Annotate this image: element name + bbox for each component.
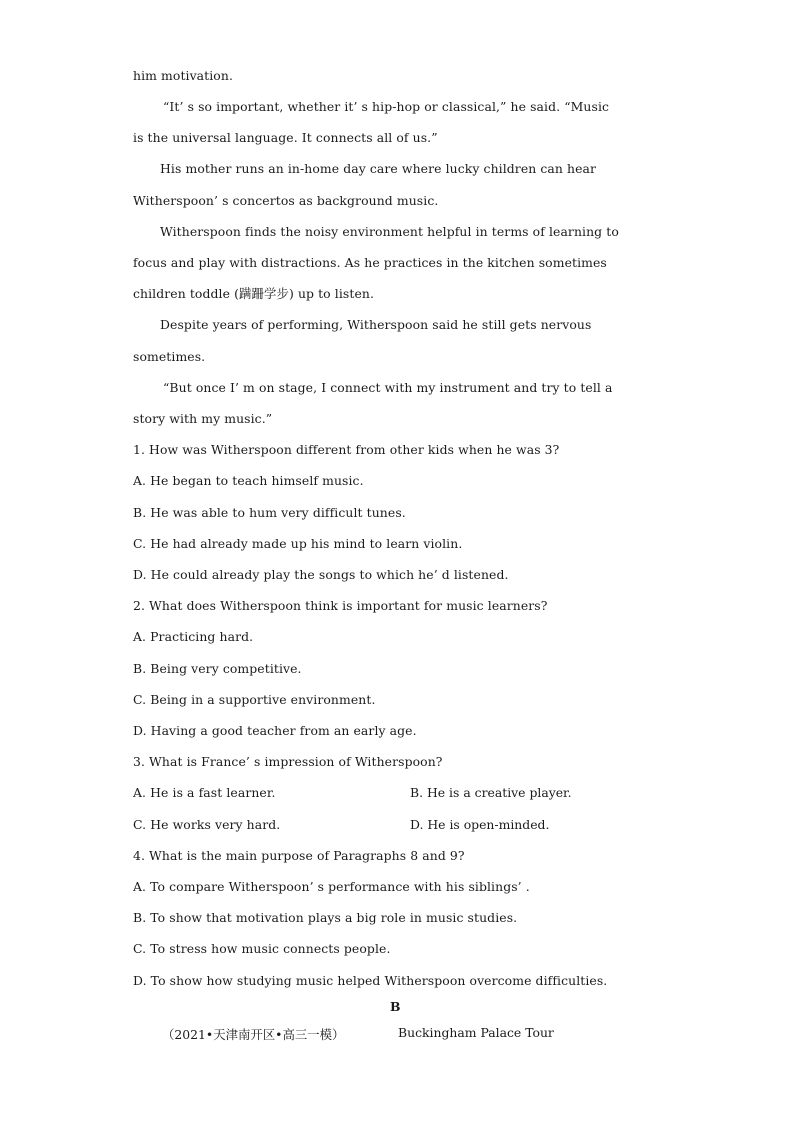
passage-line: is the universal language. It connects all of us.” (133, 130, 438, 145)
passage-line: story with my music.” (133, 411, 273, 426)
passage-line: him motivation. (133, 68, 233, 83)
section-b-heading: B (390, 999, 401, 1014)
question-4-stem: 4. What is the main purpose of Paragraphs 8 and 9? (133, 848, 465, 863)
question-3-option-b: B. He is a creative player. (410, 785, 572, 800)
question-2-option-c: C. Being in a supportive environment. (133, 692, 376, 707)
question-1-option-c: C. He had already made up his mind to learn violin. (133, 536, 463, 551)
question-2-option-d: D. Having a good teacher from an early age. (133, 723, 417, 738)
question-2-option-a: A. Practicing hard. (133, 629, 254, 644)
question-2-option-b: B. Being very competitive. (133, 661, 302, 676)
passage-line: “But once I’ m on stage, I connect with my instrument and try to tell a (163, 380, 613, 395)
question-2-stem: 2. What does Witherspoon think is important for music learners? (133, 598, 548, 613)
question-4-option-d: D. To show how studying music helped Witherspoon overcome difficulties. (133, 973, 608, 988)
passage-line: Despite years of performing, Witherspoon said he still gets nervous (160, 317, 592, 332)
passage-line: children toddle (蹒跚学步) up to listen. (133, 286, 375, 301)
question-4-option-c: C. To stress how music connects people. (133, 941, 391, 956)
question-1-option-b: B. He was able to hum very difficult tunes. (133, 505, 406, 520)
question-3-option-d: D. He is open-minded. (410, 817, 550, 832)
passage-line: Witherspoon’ s concertos as background music. (133, 193, 439, 208)
question-3-stem: 3. What is France’ s impression of Witherspoon? (133, 754, 443, 769)
question-1-stem: 1. How was Witherspoon different from other kids when he was 3? (133, 442, 560, 457)
question-3-option-c: C. He works very hard. (133, 817, 281, 832)
question-4-option-a: A. To compare Witherspoon’ s performance with his siblings’ . (133, 879, 530, 894)
question-1-option-d: D. He could already play the songs to which he’ d listened. (133, 567, 509, 582)
section-b-source: （2021•天津南开区•高三一模） (162, 1027, 345, 1042)
question-1-option-a: A. He began to teach himself music. (133, 473, 364, 488)
passage-line: “It’ s so important, whether it’ s hip-hop or classical,” he said. “Music (163, 99, 610, 114)
section-b-title: Buckingham Palace Tour (398, 1025, 554, 1040)
passage-line: His mother runs an in-home day care where lucky children can hear (160, 161, 597, 176)
question-4-option-b: B. To show that motivation plays a big role in music studies. (133, 910, 518, 925)
passage-line: sometimes. (133, 349, 206, 364)
passage-line: Witherspoon finds the noisy environment helpful in terms of learning to (160, 224, 619, 239)
passage-line: focus and play with distractions. As he practices in the kitchen sometimes (133, 255, 607, 270)
question-3-option-a: A. He is a fast learner. (133, 785, 276, 800)
